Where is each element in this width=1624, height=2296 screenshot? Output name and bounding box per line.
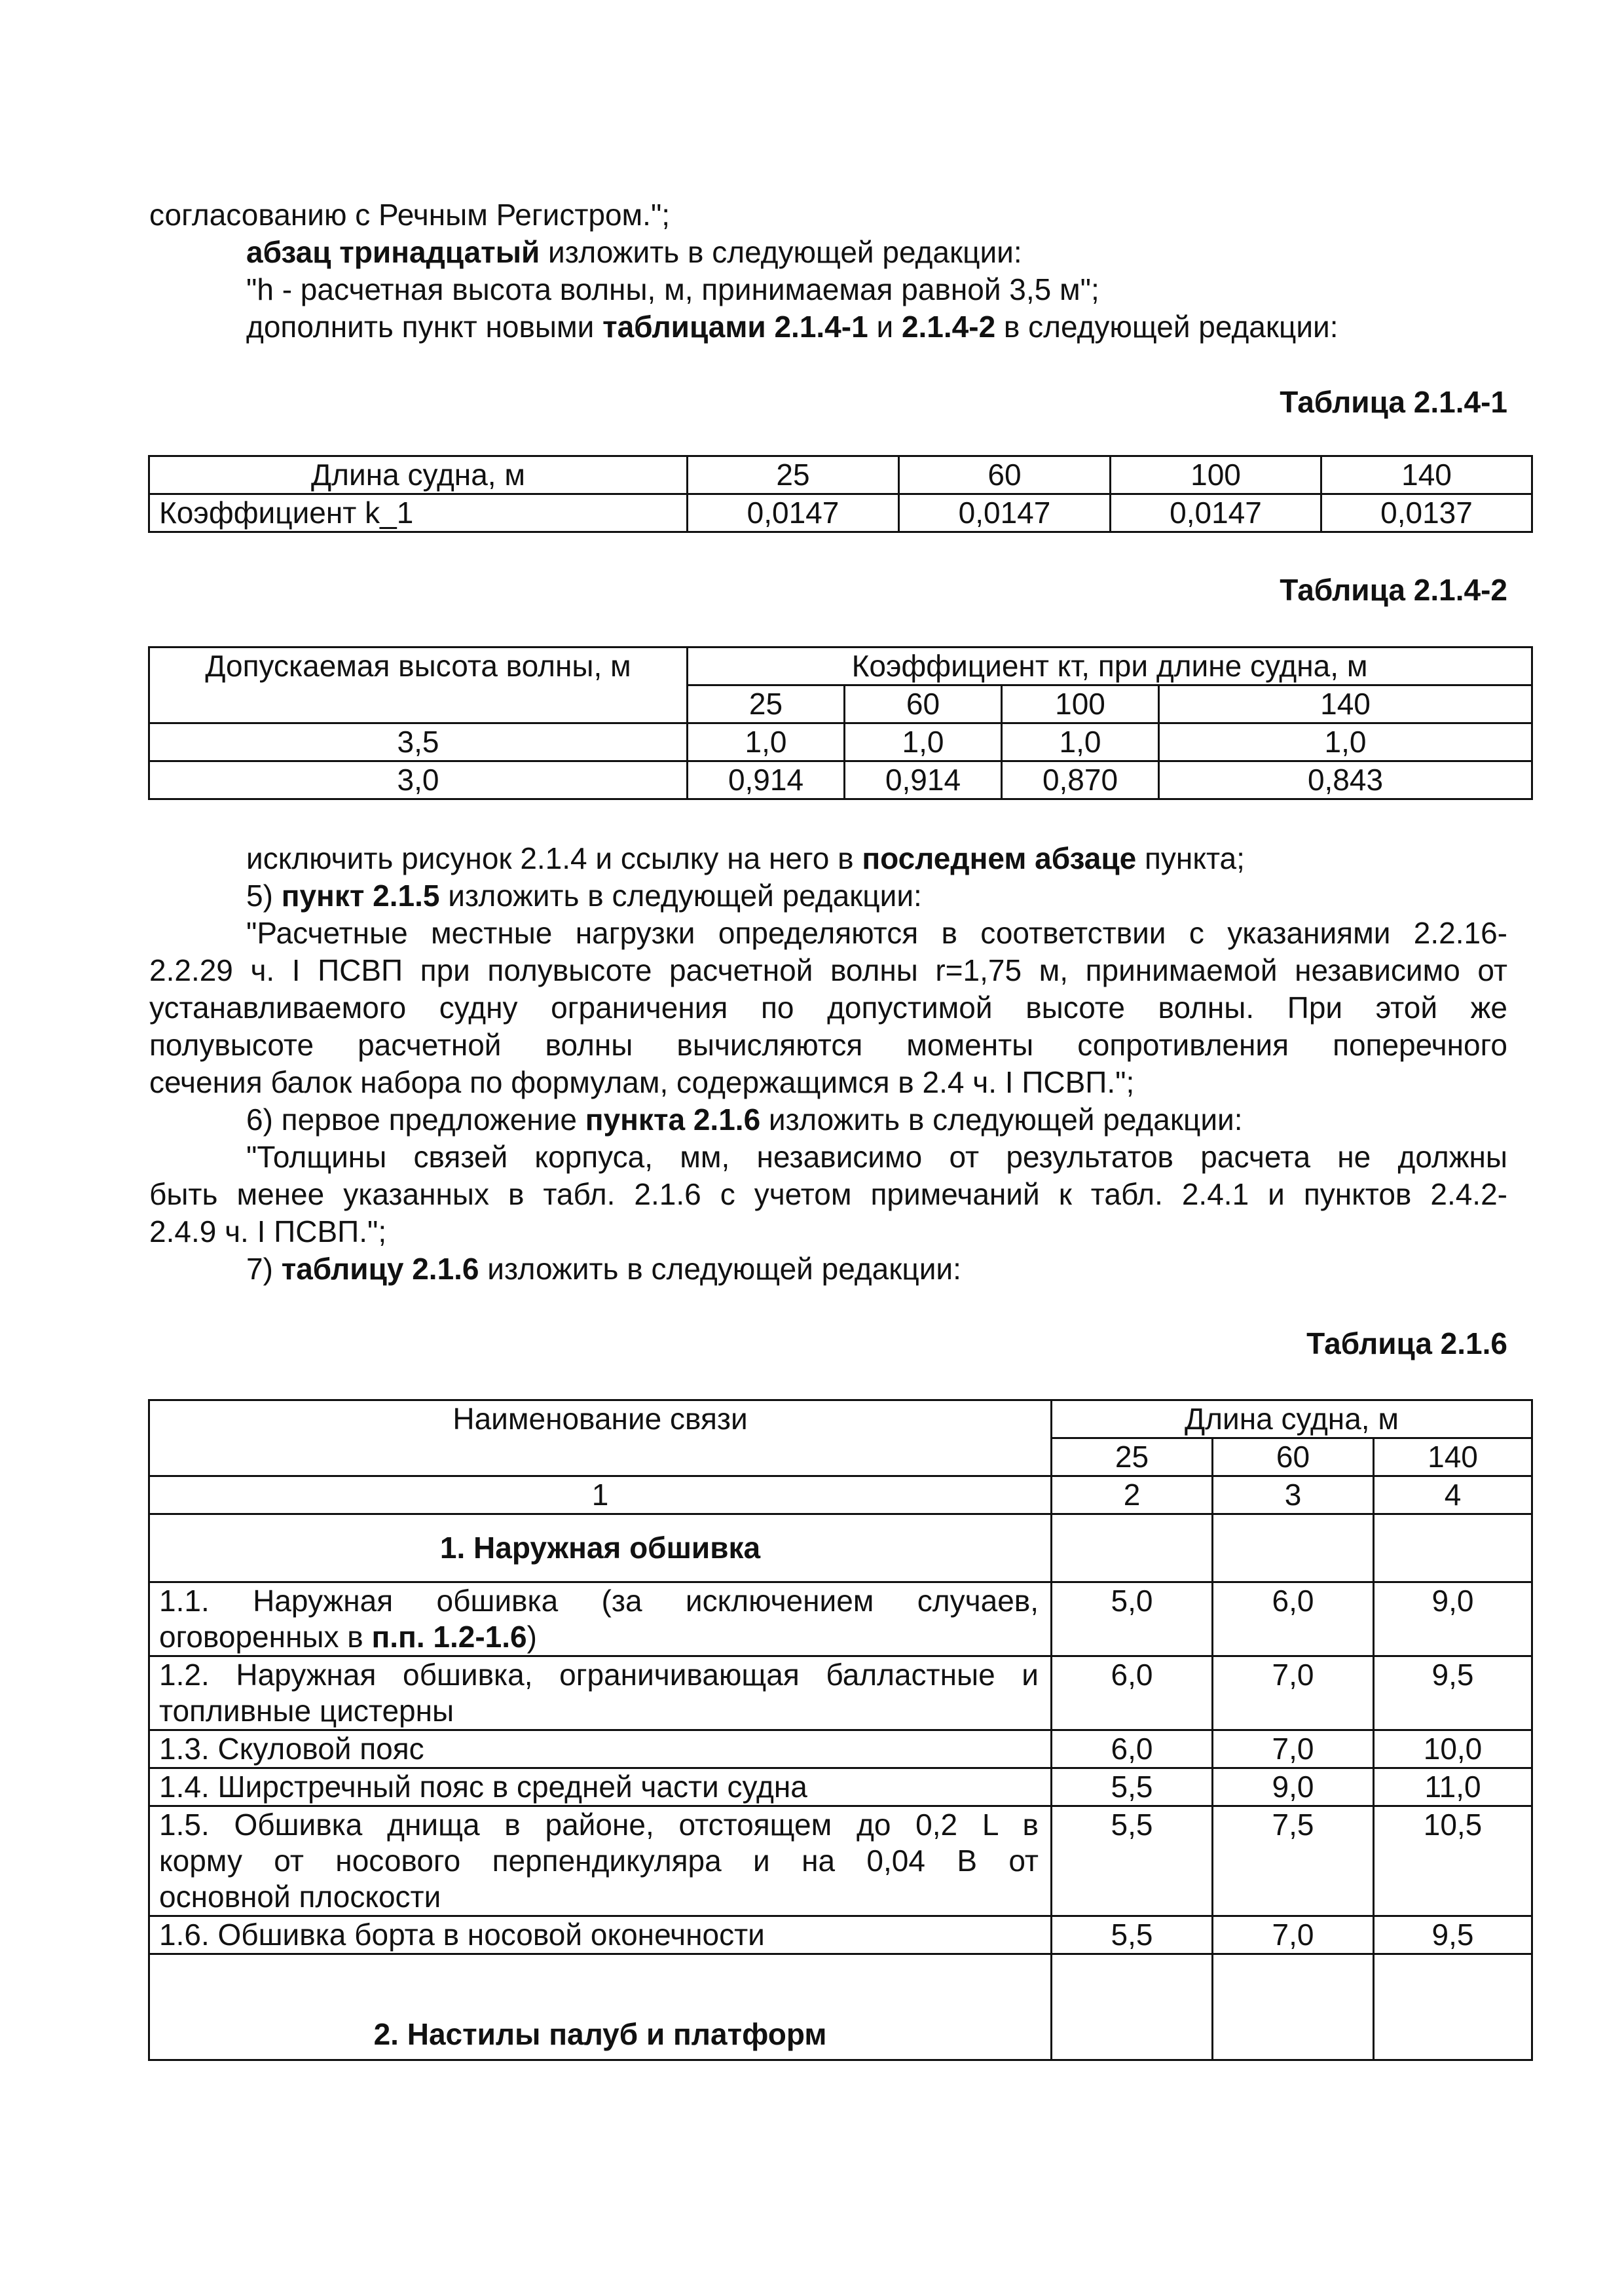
table-row [149,1954,1532,2060]
table-cell [1213,1514,1374,1582]
table-cell: 100 [1111,456,1321,494]
body-line-8: 6) первое предложение пункта 2.1.6 изложить в следующей редакции: [246,1102,1243,1137]
body-line-5: устанавливаемого судну ограничения по допустимой высоте волны. При этой же [149,991,1507,1025]
table-cell: 7,0 [1213,1730,1374,1768]
table-header-cell: 60 [1213,1438,1374,1476]
table-cell: 7,0 [1213,1656,1374,1730]
body-line-2: 5) пункт 2.1.5 изложить в следующей редакции: [246,879,922,913]
table-header-cell: 25 [1052,1438,1213,1476]
table-cell: 9,0 [1374,1582,1532,1656]
table-cell: 1,0 [688,723,845,761]
cell-line: основной плоскости [159,1880,441,1914]
cell-line: 1.2. Наружная обшивка, ограничивающая балластные и [159,1658,1039,1692]
table-cell: 3,0 [149,761,688,799]
table-cell: 3,5 [149,723,688,761]
table-cell [1213,1954,1374,2060]
table-row [149,761,1532,799]
cell-line: 1.5. Обшивка днища в районе, отстоящем до 0,2 L в [159,1808,1039,1842]
cell-line: оговоренных в п.п. 1.2-1.6) [159,1620,537,1654]
table-cell: 0,0147 [1111,494,1321,532]
table-cell [149,1806,1052,1916]
table-cell [1374,1514,1532,1582]
table-row [149,456,1532,494]
intro-line-1: согласованию с Речным Регистром."; [149,198,671,232]
table-header-cell: 25 [688,685,845,723]
table-cell: 0,0147 [688,494,899,532]
table1-caption: Таблица 2.1.4-1 [1280,385,1507,419]
table-row [149,1806,1532,1916]
table-2-1-4-1 [148,455,1533,533]
table-cell: 5,0 [1052,1582,1213,1656]
table-cell: 0,914 [845,761,1002,799]
table-cell: 5,5 [1052,1806,1213,1916]
table-cell: Коэффициент k_1 [149,494,688,532]
table-row [149,1400,1532,1438]
body-line-3: "Расчетные местные нагрузки определяются в соответствии с указаниями 2.2.16- [246,916,1507,950]
table-header-cell: Наименование связи [149,1400,1052,1476]
table-cell: 0,870 [1002,761,1159,799]
table-cell: 5,5 [1052,1768,1213,1806]
body-line-10: быть менее указанных в табл. 2.1.6 с учетом примечаний к табл. 2.4.1 и пунктов 2.4.2- [149,1177,1507,1211]
body-line-6: полувысоте расчетной волны вычисляются моменты сопротивления поперечного [149,1028,1507,1062]
section-heading-cell: 2. Настилы палуб и платформ [149,1954,1052,2060]
body-line-1: исключить рисунок 2.1.4 и ссылку на него в последнем абзаце пункта; [246,841,1245,875]
table-cell: 1,0 [1002,723,1159,761]
table-cell: 9,0 [1213,1768,1374,1806]
table-cell [1052,1514,1213,1582]
table-cell: 7,5 [1213,1806,1374,1916]
table-row [149,723,1532,761]
table-cell [149,1656,1052,1730]
table-header-cell: 140 [1159,685,1532,723]
table-cell [1052,1954,1213,2060]
table-cell: 7,0 [1213,1916,1374,1954]
table-cell: 6,0 [1213,1582,1374,1656]
table-cell: 1,0 [1159,723,1532,761]
body-line-7: сечения балок набора по формулам, содержащимся в 2.4 ч. I ПСВП."; [149,1065,1135,1099]
table-cell: 1,0 [845,723,1002,761]
table-header-cell: 140 [1374,1438,1532,1476]
table-cell: 60 [899,456,1111,494]
column-number-cell: 3 [1213,1476,1374,1514]
table-header-cell: 100 [1002,685,1159,723]
table-row [149,1730,1532,1768]
table-cell: 10,0 [1374,1730,1532,1768]
table-cell: 9,5 [1374,1656,1532,1730]
table-row [149,494,1532,532]
cell-line: корму от носового перпендикуляра и на 0,04 B от [159,1844,1039,1878]
table-row [149,1582,1532,1656]
table-cell: 11,0 [1374,1768,1532,1806]
table-header-cell: Допускаемая высота волны, м [149,647,688,723]
table-header-cell: Коэффициент кт, при длине судна, м [688,647,1532,685]
table-row [149,1916,1532,1954]
table-cell: 0,0147 [899,494,1111,532]
table-2-1-4-2 [148,646,1533,800]
cell-line: 1.1. Наружная обшивка (за исключением случаев, [159,1584,1039,1618]
table-cell: Длина судна, м [149,456,688,494]
body-line-11: 2.4.9 ч. I ПСВП."; [149,1214,387,1248]
table-cell [1374,1954,1532,2060]
intro-line-4: дополнить пункт новыми таблицами 2.1.4-1 и 2.1.4-2 в следующей редакции: [246,310,1338,344]
table-cell: 0,843 [1159,761,1532,799]
intro-line-2: абзац тринадцатый изложить в следующей редакции: [246,235,1022,269]
table-cell: 10,5 [1374,1806,1532,1916]
table-row [149,647,1532,685]
table-cell: 6,0 [1052,1656,1213,1730]
column-number-cell: 4 [1374,1476,1532,1514]
table2-caption: Таблица 2.1.4-2 [1280,573,1507,607]
table-cell: 5,5 [1052,1916,1213,1954]
table3-caption: Таблица 2.1.6 [1306,1326,1507,1360]
section-heading-cell: 1. Наружная обшивка [149,1514,1052,1582]
table-2-1-6 [148,1399,1533,2061]
table-row [149,1656,1532,1730]
table-cell: 1.3. Скуловой пояс [149,1730,1052,1768]
cell-line: топливные цистерны [159,1694,454,1728]
column-number-cell: 2 [1052,1476,1213,1514]
body-line-12: 7) таблицу 2.1.6 изложить в следующей редакции: [246,1252,961,1286]
table-cell: 140 [1321,456,1532,494]
table-cell: 25 [688,456,899,494]
body-line-9: "Толщины связей корпуса, мм, независимо от результатов расчета не должны [246,1140,1507,1174]
table-cell: 6,0 [1052,1730,1213,1768]
intro-line-3: "h - расчетная высота волны, м, принимаемая равной 3,5 м"; [246,272,1099,306]
table-cell: 0,0137 [1321,494,1532,532]
table-header-cell: 60 [845,685,1002,723]
table-header-cell: Длина судна, м [1052,1400,1532,1438]
table-cell [149,1582,1052,1656]
table-row [149,1476,1532,1514]
body-line-4: 2.2.29 ч. I ПСВП при полувысоте расчетной волны r=1,75 м, принимаемой независимо от [149,953,1507,987]
table-row [149,1514,1532,1582]
table-cell: 1.6. Обшивка борта в носовой оконечности [149,1916,1052,1954]
table-cell: 1.4. Ширстречный пояс в средней части судна [149,1768,1052,1806]
table-row [149,1768,1532,1806]
column-number-cell: 1 [149,1476,1052,1514]
table-cell: 0,914 [688,761,845,799]
table-cell: 9,5 [1374,1916,1532,1954]
